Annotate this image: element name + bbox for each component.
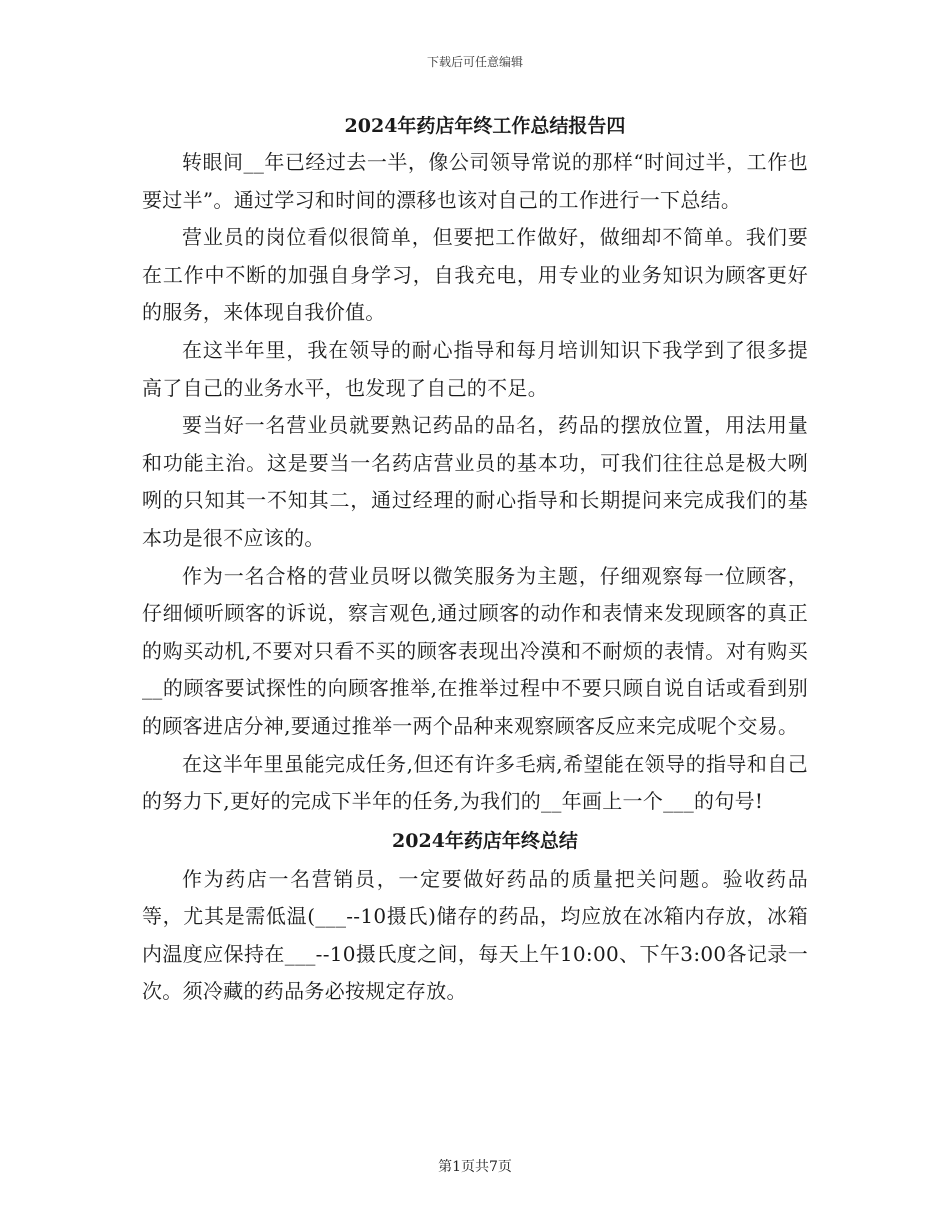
- paragraph: 作为一名合格的营业员呀以微笑服务为主题，仔细观察每一位顾客，仔细倾听顾客的诉说，察言观色,通过顾客的动作和表情来发现顾客的真正的购买动机,不要对只看不买的顾客表现出冷漠和不耐烦的表情。对有购买__的顾客要试探性的向顾客推举,在推举过程中不要只顾自说自话或看到别的顾客进店分神,要通过推举一两个品种来观察顾客反应来完成呢个交易。: [142, 563, 808, 738]
- paragraph: 在这半年里虽能完成任务,但还有许多毛病,希望能在领导的指导和自己的努力下,更好的完成下半年的任务,为我们的__年画上一个___的句号!: [142, 751, 808, 814]
- section-title: 2024年药店年终工作总结报告四: [344, 115, 626, 137]
- page-header: 下载后可任意编辑: [426, 55, 523, 69]
- paragraph: 转眼间__年已经过去一半，像公司领导常说的那样“时间过半，工作也要过半”。通过学习和时间的漂移也该对自己的工作进行一下总结。: [142, 150, 808, 212]
- page-number: 第1页共7页: [438, 1159, 512, 1175]
- paragraph: 作为药店一名营销员，一定要做好药品的质量把关问题。验收药品等，尤其是需低温(___--10摄氏)储存的药品，均应放在冰箱内存放，冰箱内温度应保持在___--10摄氏度之间，每天上午10:00、下午3:00各记录一次。须冷藏的药品务必按规定存放。: [142, 866, 808, 1004]
- paragraph: 要当好一名营业员就要熟记药品的品名，药品的摆放位置，用法用量和功能主治。这是要当一名药店营业员的基本功，可我们往往总是极大咧咧的只知其一不知其二，通过经理的耐心指导和长期提问来完成我们的基本功是很不应该的。: [142, 413, 808, 550]
- paragraph: 营业员的岗位看似很简单，但要把工作做好，做细却不简单。我们要在工作中不断的加强自身学习，自我充电，用专业的业务知识为顾客更好的服务，来体现自我价值。: [142, 225, 808, 325]
- paragraph: 在这半年里，我在领导的耐心指导和每月培训知识下我学到了很多提高了自己的业务水平，也发现了自己的不足。: [142, 337, 808, 400]
- section-title: 2024年药店年终总结: [392, 829, 578, 852]
- document-body: [142, 112, 808, 1011]
